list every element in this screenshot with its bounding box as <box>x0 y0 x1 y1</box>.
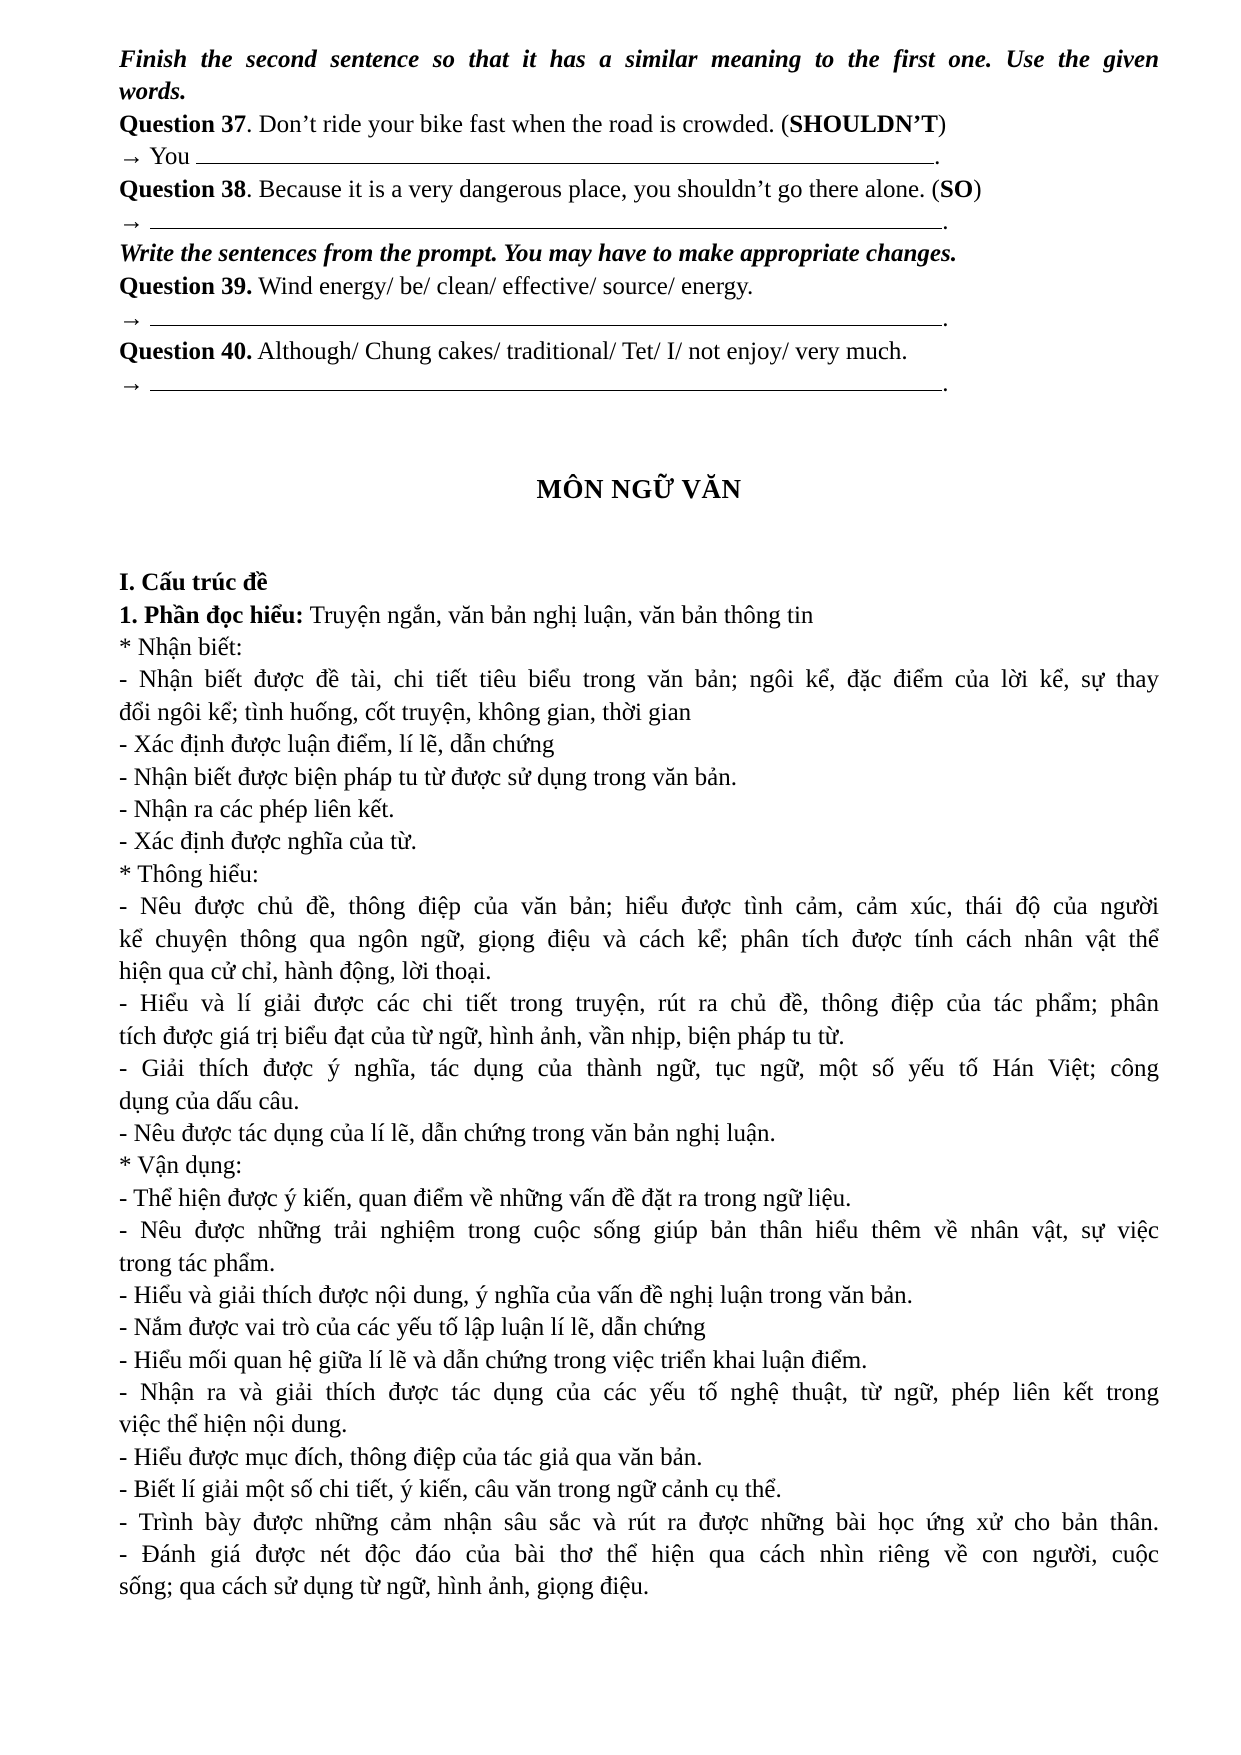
list-item: kể chuyện thông qua ngôn ngữ, giọng điệu và cách kể; phân tích được tính cách nhân vật thể <box>119 925 1159 953</box>
instruction-rewrite-cont: words. <box>119 78 187 106</box>
answer-39-prefix: → <box>119 305 144 333</box>
list-item: hiện qua cử chỉ, hành động, lời thoại. <box>119 957 492 985</box>
question-40-label: Question 40. <box>119 337 253 365</box>
answer-38-end: . <box>942 207 949 235</box>
list-item: - Nhận biết được biện pháp tu từ được sử dụng trong văn bản. <box>119 763 738 791</box>
answer-39-end: . <box>942 305 949 333</box>
list-item: - Xác định được luận điểm, lí lẽ, dẫn chứng <box>119 731 555 759</box>
list-item: trong tác phẩm. <box>119 1249 276 1277</box>
answer-39-blank[interactable] <box>150 307 942 326</box>
question-37-label: Question 37 <box>119 110 247 138</box>
structure-heading-text: I. Cấu trúc đề <box>119 569 268 597</box>
answer-39 <box>119 303 1159 335</box>
list-item: - Biết lí giải một số chi tiết, ý kiến, câu văn trong ngữ cảnh cụ thể. <box>119 1476 782 1504</box>
answer-38-blank[interactable] <box>150 210 942 229</box>
question-40 <box>119 336 1159 368</box>
question-39-label: Question 39. <box>119 272 253 300</box>
recognize-heading: * Nhận biết: <box>119 634 243 662</box>
answer-38 <box>119 206 1159 238</box>
list-item: - Nhận biết được đề tài, chi tiết tiêu biểu trong văn bản; ngôi kể, đặc điểm của lời kể, sự thay <box>119 666 1159 694</box>
list-item: - Nắm được vai trò của các yếu tố lập luận lí lẽ, dẫn chứng <box>119 1314 706 1342</box>
answer-38-prefix: → <box>119 207 144 235</box>
question-40-text: Although/ Chung cakes/ traditional/ Tet/ I/ not enjoy/ very much. <box>252 337 908 365</box>
question-37 <box>119 109 1159 141</box>
understand-heading: * Thông hiểu: <box>119 860 259 888</box>
question-37-keyword: SHOULDN’T <box>789 110 938 138</box>
list-item: tích được giá trị biểu đạt của từ ngữ, hình ảnh, vần nhịp, biện pháp tu từ. <box>119 1022 845 1050</box>
question-37-close: ) <box>937 110 947 138</box>
list-item: - Nêu được những trải nghiệm trong cuộc sống giúp bản thân hiểu thêm về nhân vật, sự việc <box>119 1217 1159 1245</box>
list-item: - Hiểu và lí giải được các chi tiết trong truyện, rút ra chủ đề, thông điệp của tác phẩm; phân <box>119 990 1159 1018</box>
list-item: - Nêu được chủ đề, thông điệp của văn bản; hiểu được tình cảm, cảm xúc, thái độ của người <box>119 893 1159 921</box>
question-39 <box>119 271 1159 303</box>
list-item: - Nêu được tác dụng của lí lẽ, dẫn chứng trong văn bản nghị luận. <box>119 1119 776 1147</box>
answer-40 <box>119 368 1159 400</box>
part1-label: 1. Phần đọc hiểu: <box>119 601 304 629</box>
list-item: - Nhận ra các phép liên kết. <box>119 796 395 824</box>
instruction-prompt: Write the sentences from the prompt. You may have to make appropriate changes. <box>119 240 957 268</box>
question-38-close: ) <box>973 175 982 203</box>
list-item: - Hiểu và giải thích được nội dung, ý nghĩa của vấn đề nghị luận trong văn bản. <box>119 1281 913 1309</box>
part1-text: Truyện ngắn, văn bản nghị luận, văn bản thông tin <box>303 601 814 629</box>
answer-37-blank[interactable] <box>196 145 934 164</box>
list-item: việc thể hiện nội dung. <box>119 1411 348 1439</box>
list-item: - Nhận ra và giải thích được tác dụng của các yếu tố nghệ thuật, từ ngữ, phép liên kết trong <box>119 1379 1159 1407</box>
question-39-text: Wind energy/ be/ clean/ effective/ source/ energy. <box>252 272 754 300</box>
list-item: - Đánh giá được nét độc đáo của bài thơ thể hiện qua cách nhìn riêng về con người, cuộc <box>119 1541 1159 1569</box>
answer-40-end: . <box>942 369 949 397</box>
list-item: - Giải thích được ý nghĩa, tác dụng của thành ngữ, tục ngữ, một số yếu tố Hán Việt; công <box>119 1055 1159 1083</box>
list-item: - Xác định được nghĩa của từ. <box>119 828 417 856</box>
section-title: MÔN NGỮ VĂN <box>536 474 742 505</box>
apply-heading: * Vận dụng: <box>119 1152 243 1180</box>
answer-40-blank[interactable] <box>150 372 942 391</box>
instruction-rewrite: Finish the second sentence so that it has a similar meaning to the first one. Use the given <box>119 46 1159 73</box>
list-item: sống; qua cách sử dụng từ ngữ, hình ảnh, giọng điệu. <box>119 1573 650 1601</box>
structure-heading <box>119 567 1159 599</box>
list-item: - Hiểu mối quan hệ giữa lí lẽ và dẫn chứng trong việc triển khai luận điểm. <box>119 1346 868 1374</box>
list-item: - Thể hiện được ý kiến, quan điểm về những vấn đề đặt ra trong ngữ liệu. <box>119 1184 852 1212</box>
question-38-text: . Because it is a very dangerous place, you shouldn’t go there alone. ( <box>246 175 940 203</box>
question-38-label: Question 38 <box>119 175 247 203</box>
answer-37 <box>119 141 1159 173</box>
part1-heading <box>119 600 1159 632</box>
document-page <box>119 44 1159 1604</box>
list-item: đổi ngôi kể; tình huống, cốt truyện, không gian, thời gian <box>119 698 692 726</box>
answer-37-prefix: → You <box>119 143 190 171</box>
question-38 <box>119 174 1159 206</box>
question-37-text: . Don’t ride your bike fast when the road is crowded. ( <box>246 110 790 138</box>
list-item: - Hiểu được mục đích, thông điệp của tác giả qua văn bản. <box>119 1443 703 1471</box>
question-38-keyword: SO <box>939 175 974 203</box>
answer-37-end: . <box>934 143 941 171</box>
answer-40-prefix: → <box>119 369 144 397</box>
list-item: - Trình bày được những cảm nhận sâu sắc và rút ra được những bài học ứng xử cho bản thân. <box>119 1508 1159 1536</box>
list-item: dụng của dấu câu. <box>119 1087 300 1115</box>
